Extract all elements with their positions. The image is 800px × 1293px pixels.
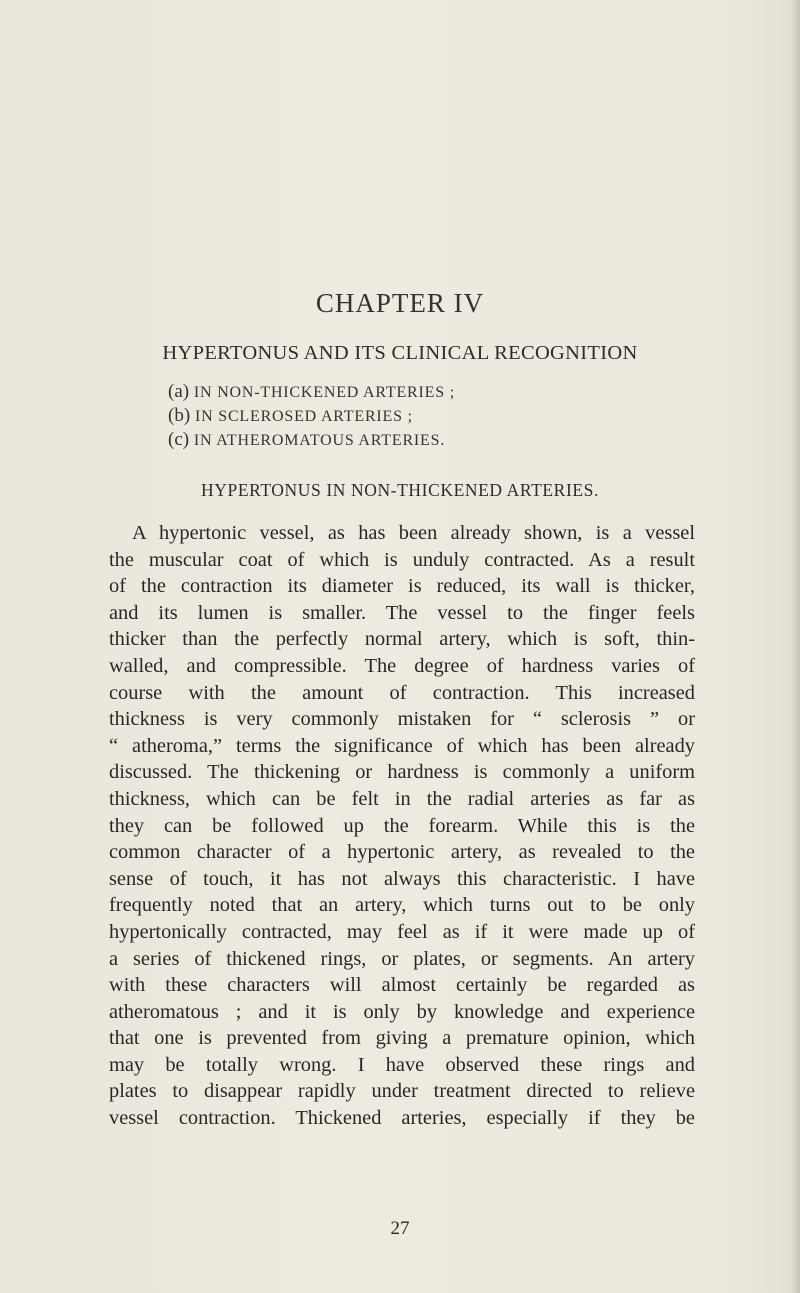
- text-line: of the contraction its diameter is reduced, its wall is thicker,: [109, 575, 695, 598]
- text-line: the muscular coat of which is unduly contracted. As a result: [109, 548, 695, 571]
- subtopic-text: IN SCLEROSED ARTERIES ;: [194, 408, 413, 425]
- subtopic-text: IN ATHEROMATOUS ARTERIES.: [193, 432, 446, 449]
- text-line: walled, and compressible. The degree of hardness varies of: [109, 654, 695, 677]
- section-heading: HYPERTONUS IN NON-THICKENED ARTERIES.: [201, 480, 599, 500]
- subtopic-item: [168, 428, 455, 452]
- text-line: a series of thickened rings, or plates, or segments. An artery: [109, 947, 695, 970]
- text-line: hypertonically contracted, may feel as if it were made up of: [109, 920, 695, 943]
- page-edge-shadow: [790, 0, 800, 1293]
- subtopic-item: [168, 404, 455, 428]
- text-line: atheromatous ; and it is only by knowledge and experience: [109, 1000, 695, 1023]
- text-line: may be totally wrong. I have observed these rings and: [109, 1053, 695, 1076]
- text-line: plates to disappear rapidly under treatment directed to relieve: [109, 1080, 695, 1103]
- text-line: thickness is very commonly mistaken for “ sclerosis ” or: [109, 708, 695, 731]
- text-line: sense of touch, it has not always this characteristic. I have: [109, 867, 695, 890]
- subtopic-letter: (b): [168, 405, 191, 426]
- text-line: with these characters will almost certainly be regarded as: [109, 974, 695, 997]
- subtopic-letter: (a): [168, 381, 190, 402]
- text-line: vessel contraction. Thickened arteries, especially if they be: [109, 1107, 695, 1130]
- chapter-heading: CHAPTER IV: [315, 288, 485, 318]
- subtopic-item: [168, 380, 455, 404]
- text-line: discussed. The thickening or hardness is commonly a uniform: [109, 761, 695, 784]
- text-line: A hypertonic vessel, as has been already shown, is a vessel: [132, 522, 695, 544]
- body-paragraph: [109, 520, 695, 1132]
- subtopic-text: IN NON-THICKENED ARTERIES ;: [193, 384, 455, 401]
- text-line: “ atheroma,” terms the significance of which has been already: [109, 734, 695, 757]
- chapter-subtopics: [168, 380, 455, 452]
- text-line: and its lumen is smaller. The vessel to the finger feels: [109, 601, 695, 624]
- text-line: that one is prevented from giving a premature opinion, which: [109, 1027, 695, 1050]
- subtopic-letter: (c): [168, 429, 190, 450]
- text-line: frequently noted that an artery, which turns out to be only: [109, 894, 695, 917]
- text-line: thicker than the perfectly normal artery, which is soft, thin-: [109, 628, 695, 651]
- text-line: common character of a hypertonic artery, as revealed to the: [109, 841, 695, 864]
- chapter-title: HYPERTONUS AND ITS CLINICAL RECOGNITION: [162, 342, 638, 364]
- text-line: thickness, which can be felt in the radial arteries as far as: [109, 787, 695, 810]
- page-number: 27: [390, 1218, 410, 1239]
- text-line: they can be followed up the forearm. While this is the: [109, 814, 695, 837]
- text-line: course with the amount of contraction. This increased: [109, 681, 695, 704]
